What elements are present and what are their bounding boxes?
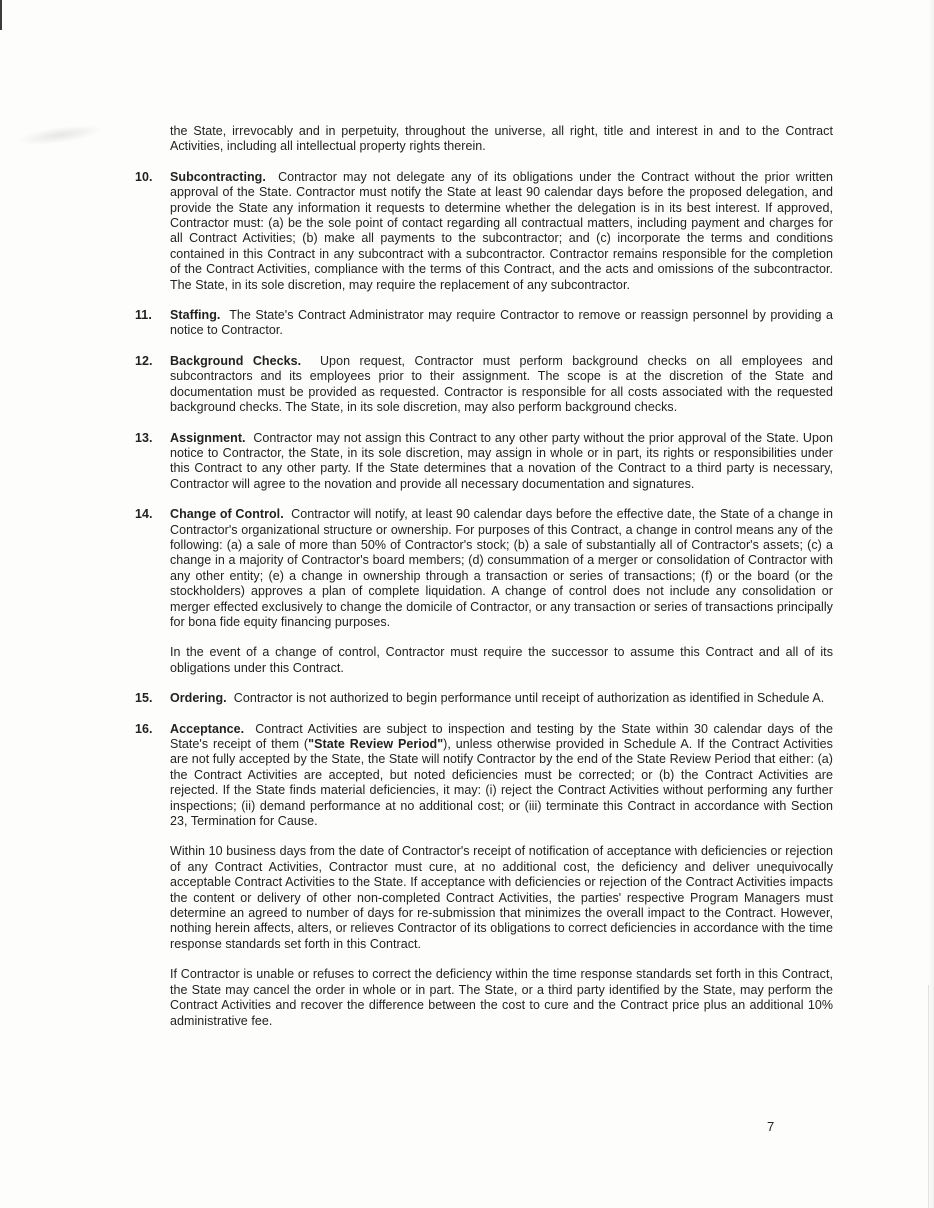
section-number: 14. — [135, 507, 153, 522]
continuation-paragraph: the State, irrevocably and in perpetuity, throughout the universe, all right, title and interest in and to the Contract Activities, including all intellectual property rights therein. — [170, 124, 833, 154]
section-paragraph: Within 10 business days from the date of Contractor's receipt of notification of acceptance with deficiencies or rejection of any Contract Activities, Contractor must cure, at no additional cost, the deficiency and deliver unequivocally acceptable Contract Activities to the State. If acceptance with deficiencies or rejection of the Contract Activities impacts the content or delivery of other non-completed Contract Activities, the parties' respective Program Managers must determine an agreed to number of days for re-submission that minimizes the overall impact to the Contract. However, nothing herein affects, alters, or relieves Contractor of its obligations to correct deficiencies in accordance with the time response standards set forth in this Contract. — [170, 844, 833, 951]
section-number: 12. — [135, 353, 153, 368]
section-title: Staffing. — [170, 308, 221, 323]
section-number: 13. — [135, 430, 153, 445]
page-number: 7 — [767, 1119, 775, 1134]
section-paragraph: In the event of a change of control, Contractor must require the successor to assume this Contract and all of its obligations under this Contract. — [170, 645, 833, 675]
section-content — [170, 691, 833, 706]
section-paragraph: Acceptance. Contract Activities are subject to inspection and testing by the State within 30 calendar days of the State's receipt of them ("State Review Period"), unless otherwise provided in Schedule A. If the Contract Activities are not fully accepted by the State, the State will notify Contractor by the end of the State Review Period that either: (a) the Contract Activities are accepted, but noted deficiencies must be corrected; or (b) the Contract Activities are rejected. If the State finds material deficiencies, it may: (i) reject the Contract Activities without performing any further inspections; (ii) demand performance at no additional cost; or (iii) terminate this Contract in accordance with Section 23, Termination for Cause. — [170, 721, 833, 829]
section-paragraph: Change of Control. Contractor will notify, at least 90 calendar days before the effective date, the State of a change in Contractor's organizational structure or ownership. For purposes of this Contract, a change in control means any of the following: (a) a sale of more than 50% of Contractor's stock; (b) a sale of substantially all of Contractor's assets; (c) a change in a majority of Contractor's board members; (d) consummation of a merger or consolidation of Contractor with any other entity; (e) a change in ownership through a transaction or series of transactions; (f) or the board (or the stockholders) approves a plan of complete liquidation. A change of control does not include any consolidation or merger effected exclusively to change the domicile of Contractor, or any transaction or series of transactions principally for bona fide equity financing purposes. — [170, 507, 834, 629]
section-paragraph: Assignment. Contractor may not assign this Contract to any other party without the prior approval of the State. Upon notice to Contractor, the State, in its sole discretion, may assign in whole or in part, its rights or responsibilities under this Contract to any other party. If the State determines that a novation of the Contract to a third party is necessary, Contractor will agree to the novation and provide all necessary documentation and signatures. — [170, 430, 833, 491]
section-11 — [135, 308, 833, 339]
section-title: Change of Control. — [170, 507, 284, 522]
section-content — [170, 431, 833, 493]
sections-list — [135, 170, 833, 1029]
section-13 — [135, 431, 833, 493]
section-content — [170, 170, 833, 293]
section-number: 15. — [135, 691, 153, 706]
section-title: Subcontracting. — [170, 169, 266, 184]
scan-artifact-corner-mark — [0, 0, 2, 30]
section-content — [170, 507, 833, 676]
document-body — [135, 124, 833, 1029]
bold-text: "State Review Period" — [308, 737, 444, 751]
section-14 — [135, 507, 833, 676]
section-title: Assignment. — [170, 430, 246, 445]
section-paragraph: Background Checks. Upon request, Contractor must perform background checks on all employees and subcontractors and its employees prior to their assignment. The scope is at the discretion of the State and documentation must be provided as requested. Contractor is responsible for all costs associated with the requested background checks. The State, in its sole discretion, may also perform background checks. — [170, 353, 833, 415]
section-12 — [135, 354, 833, 416]
section-15 — [135, 691, 833, 706]
section-paragraph: Staffing. The State's Contract Administrator may require Contractor to remove or reassign personnel by providing a notice to Contractor. — [170, 308, 833, 338]
scan-artifact-edge-line — [928, 985, 929, 1208]
section-16 — [135, 722, 833, 1029]
scan-artifact-smudge — [15, 121, 104, 149]
section-title: Ordering. — [170, 691, 227, 706]
section-content — [170, 308, 833, 339]
section-paragraph: Ordering. Contractor is not authorized to begin performance until receipt of authorization as identified in Schedule A. — [170, 691, 825, 706]
section-title: Acceptance. — [170, 721, 245, 736]
section-title: Background Checks. — [170, 353, 302, 368]
section-number: 11. — [135, 308, 152, 323]
section-10 — [135, 170, 833, 293]
section-number: 16. — [135, 721, 153, 736]
section-paragraph: If Contractor is unable or refuses to correct the deficiency within the time response standards set forth in this Contract, the State may cancel the order in whole or in part. The State, or a third party identified by the State, may perform the Contract Activities and recover the difference between the cost to cure and the Contract price plus an additional 10% administrative fee. — [170, 967, 833, 1028]
section-content — [170, 354, 833, 416]
section-number: 10. — [135, 169, 153, 184]
section-paragraph: Subcontracting. Contractor may not delegate any of its obligations under the Contract without the prior written approval of the State. Contractor must notify the State at least 90 calendar days before the proposed delegation, and provide the State any information it requests to determine whether the delegation is in its best interest. If approved, Contractor must: (a) be the sole point of contact regarding all contractual matters, including payment and charges for all Contract Activities; (b) make all payments to the subcontractor; and (c) incorporate the terms and conditions contained in this Contract in any subcontract with a subcontractor. Contractor remains responsible for the completion of the Contract Activities, compliance with the terms of this Contract, and the acts and omissions of the subcontractor. The State, in its sole discretion, may require the replacement of any subcontractor. — [170, 169, 833, 292]
section-content — [170, 722, 833, 1029]
